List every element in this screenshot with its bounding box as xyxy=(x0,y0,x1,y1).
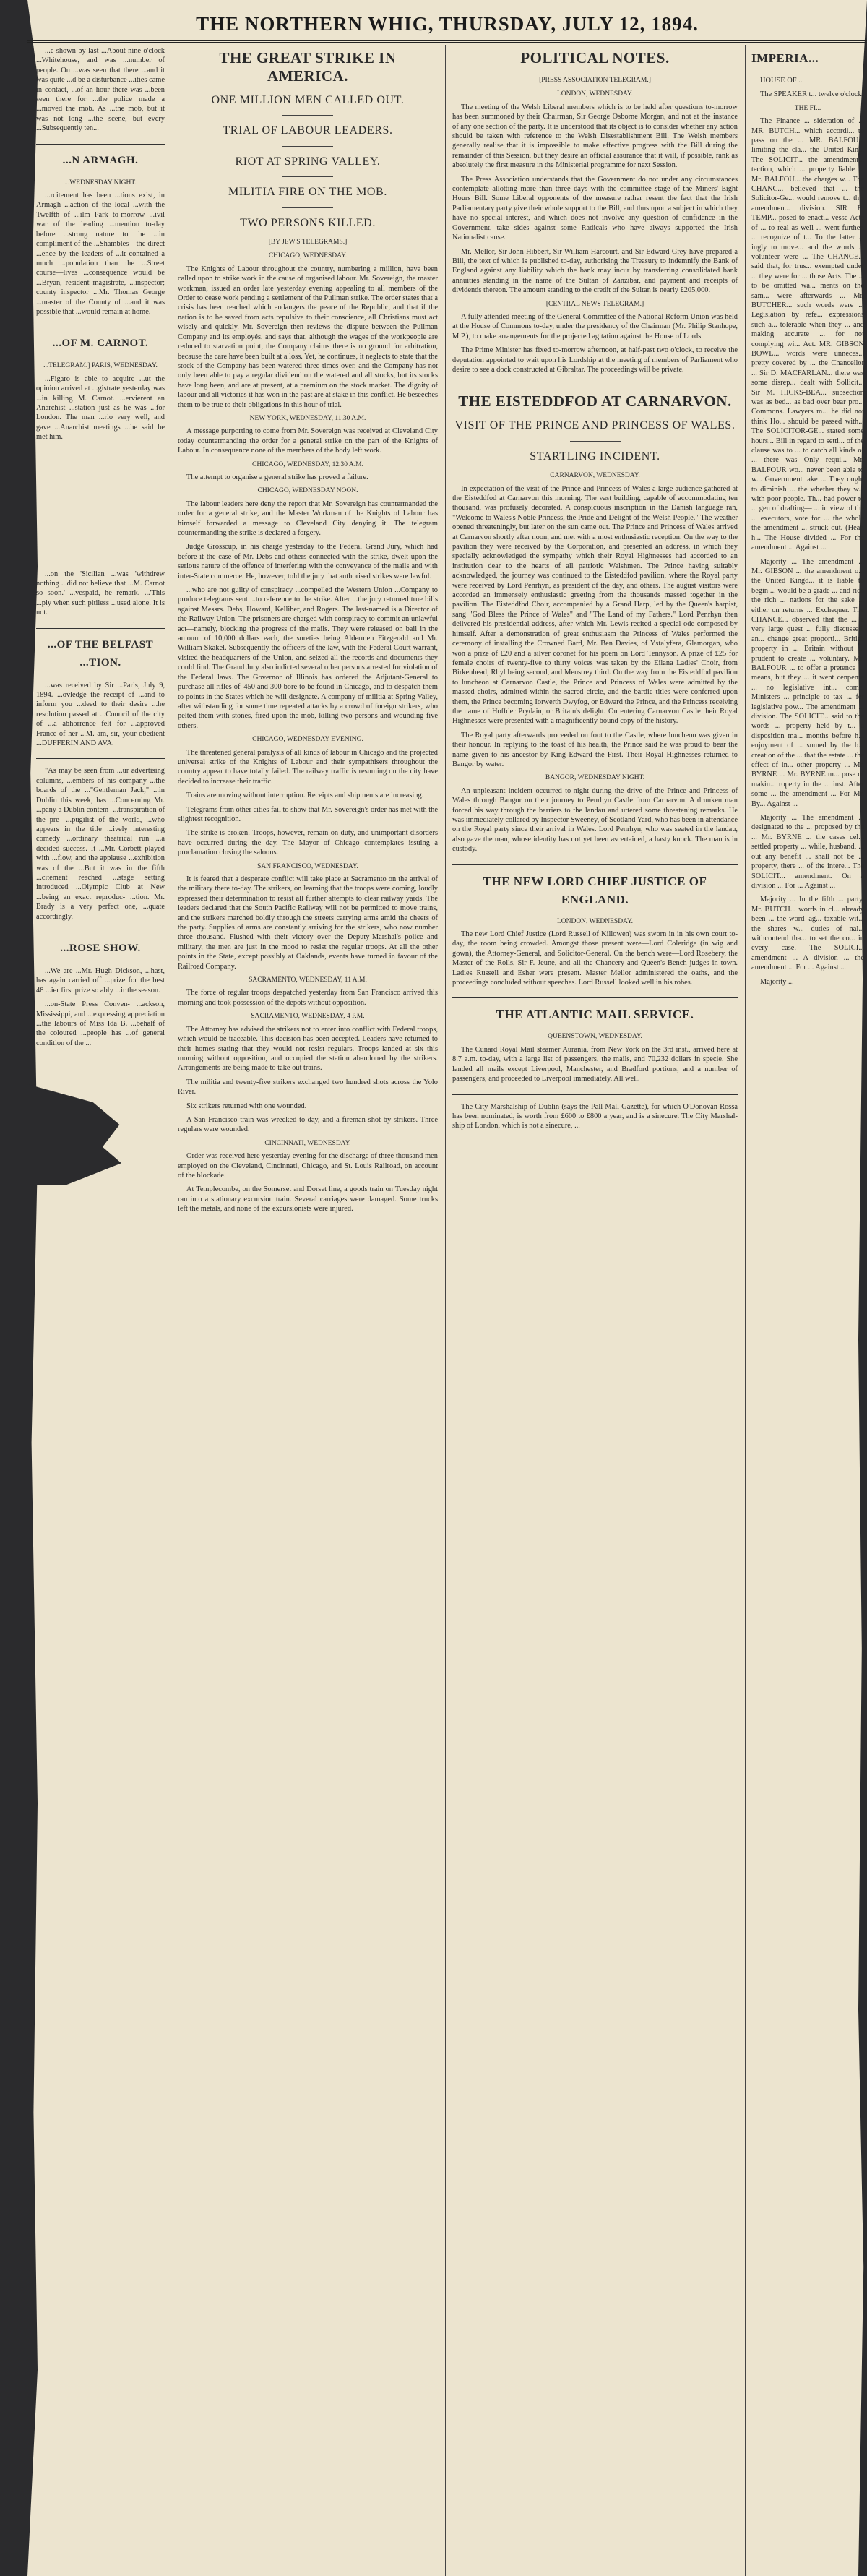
article-text: Judge Grosscup, in his charge yesterday to the Federal Grand Jury, which had before it the case of Mr. Debs and others connected with the strike, dwelt upon the serious nature of the offence of interfering with the conveyance of the mails and with inter-State commerce. He, however, told the jury that authorised strikes were lawful. xyxy=(178,543,438,580)
article-text: ...Figaro is able to acquire ...ut the opinion arrived at ...gistrate yesterday was ...in killing M. Carnot. ...ervierent an Anarchist ...station just as he was ...for London. The man ...rio very well, and gave ...Anarchist meetings ...he said he met him. xyxy=(36,374,165,442)
article-text: The Finance ... sideration of ... MR. BUTCH... which accordi... to pass on the ... MR. BALFOU... limiting the cla... the United Kin... The SOLICIT... the amendment... tection, which ... property liable ... Mr. BALFOU... the charges w... The CHANC... believed that ... the Solicitor-Ge... would remove t... this amendmen... division. SIR R. TEMP... posed to enact... vesse Acte of ... to real as well ... went further, ... recognize of t... To the latter ... ingly to move... and the words ... volunteer were ... The CHANCE... said that, for trus... exempted under ... they were for ... those Acts. The ... to be omitted wa... ments on the sam... were afterwards ... Mr. BUTCHER... such words were ... Legislation by refe... expressions such a... tolerable when they ... and making accurate ... for not complying wi... Act. MR. GIBSON BOWL... words were unneces... pretty covered by ... the Chancellor ... Sir D. MACFARLAN... there was some disrep... dealt with Sollicit... Sir M. HICKS-BEA... subsection was as bed... as bad over bear pro... Commons. Lawyers m... he did not think Ho... should be passed with... The SOLICITOR-GE... stated some hours... Bill in regard to settl... of the clause was to ... to catch all kinds of ... there was Only requi... Mr. BALFOUR wo... never been able to w... Government take ... They ought to diminish ... the whether they w... with poor people. Th... had power to ... gen of drafting— ... in view of the ... executors, vote for ... the whole the amendment ... struck out. (Hear, h... The House divided ... For the amendment ... Against ... xyxy=(751,117,864,552)
masthead: THE NORTHERN WHIG, THURSDAY, JULY 12, 1894. xyxy=(27,7,867,43)
article-text: An unpleasant incident occurred to-night during the drive of the Prince and Princess of Wales through Bangor on their journey to Penrhyn Castle from Carnarvon. A drunken man forced his way through the barriers to the landau and uttered some threatening remarks. He was immediately collared by Inspector Sweeney, of Scotland Yard, who has been in attendance on the Royal party since their arrival in Wales. Lord Penrhyn, who was seated in the landau, also gave the man, whose identity has not yet been ascertained, a hasty knock. The man is in custody. xyxy=(452,786,738,854)
article-text: Majority ... xyxy=(760,977,794,986)
subheadline: TWO PERSONS KILLED. xyxy=(240,216,376,229)
headline: ...OF THE BELFAST ...TION. xyxy=(47,638,154,669)
dateline: BANGOR, WEDNESDAY NIGHT. xyxy=(545,774,645,782)
headline: THE EISTEDDFOD AT CARNARVON. xyxy=(458,392,732,411)
article-text: ...rcitement has been ...tions exist, in Armagh ...action of the local ...with the Twelfth of ...ilm Park to-morrow ...ivil war of the leading ...mention to-day before ...strong nature to the ...in compliment of the ...Shambles—the direct ...ence by the leaders of ...it contained a much ...population than the ...Street course—lives ...consequence would be ...Bryan, resident magistrate, ...inspector; county inspector ...Mr. Thomas George ...master of the County of ...and it was possible that ...would remain at home. xyxy=(36,192,165,316)
article-text: The Press Association understands that the Government do not under any circumstances contemplate allotting more than three days with the committee stage of the Miners' Eight Hours Bill. Some Liberal opponents of the measure rather resent the fact that the Irish Parliamentary party give their whole support to the Bill, and thus upon a subject in which they have no special interest, and which does not involve any question of confidence in the Government, take sides against some Radicals who have always supported the Irish Nationalist cause. xyxy=(452,175,738,242)
article-text: ...on the 'Sicilian ...was 'withdrew nothing ...did not believe that ...M. Carnot so soon.' ...vespaid, he remark. ...'This ...ply when such pitiless ...used alone. It is not. xyxy=(36,570,165,617)
dateline: CHICAGO, WEDNESDAY EVENING. xyxy=(252,736,363,744)
article-text: The threatened general paralysis of all kinds of labour in Chicago and the projected universal strike of the Knights of Labour and their sympathisers throughout the country appear to have totally failed. The railway traffic is resuming on the city have decided to increase their traffic. xyxy=(178,748,438,786)
separator xyxy=(570,441,621,442)
column-rule xyxy=(745,45,746,2576)
dateline: ...TELEGRAM.] PARIS, WEDNESDAY. xyxy=(43,362,158,370)
column-2 xyxy=(178,46,438,2576)
dateline: SACRAMENTO, WEDNESDAY, 11 A.M. xyxy=(249,976,367,984)
article-text: Mr. Mellor, Sir John Hibbert, Sir William Harcourt, and Sir Edward Grey have prepared a Bill, the text of which is published to-day, authorising the Treasury to indemnify the Bank of England against any liability which the bank may incur by transferring consolidated bank annuities standing in the name of the Sultan of Zanzibar, and payment and receipts of dividends thereon. The amount standing to the credit of the Sultan is nearly £205,000. xyxy=(452,247,738,295)
article-text: The militia and twenty-five strikers exchanged two hundred shots across the Yolo River. xyxy=(178,1078,438,1096)
dateline: QUEENSTOWN, WEDNESDAY. xyxy=(548,1033,642,1041)
article-text: The strike is broken. Troops, however, remain on duty, and unimportant disorders have occurred during the day. The Mayor of Chicago contemplates issuing a proclamation closing the saloons. xyxy=(178,829,438,857)
article-text: A message purporting to come from Mr. Sovereign was received at Cleveland City today countermanding the order for a general strike on the part of the Knights of Labour. In consequence none of the members of the body left work. xyxy=(178,427,438,455)
subheadline: TRIAL OF LABOUR LEADERS. xyxy=(223,124,393,137)
article-text: HOUSE OF ... xyxy=(760,77,804,85)
subheadline: THE FI... xyxy=(794,104,821,112)
dateline: CHICAGO, WEDNESDAY NOON. xyxy=(257,487,358,495)
divider xyxy=(36,628,165,629)
subheadline: VISIT OF THE PRINCE AND PRINCESS OF WALES. xyxy=(454,419,736,432)
article-text: At Templecombe, on the Somerset and Dorset line, a goods train on Tuesday night ran into a stationary excursion train. Several carriages were damaged. Some trucks left the metals, and none of the excursionists were injured. xyxy=(178,1185,438,1214)
subheadline: RIOT AT SPRING VALLEY. xyxy=(235,155,381,168)
article-text: Majority ... In the fifth ... party. Mr. BUTCH... words in cl... already been ... the word 'ag... taxable wit... the shares w... duties of nal... withcontend tha... to set the co... in every case. The SOLICI... amendment ... A division ... the amendment ... For ... Against ... xyxy=(751,896,864,972)
article-text: ...who are not guilty of conspiracy ...compelled the Western Union ...Company to produce telegrams sent ...to reference to the strike. After ...the jury returned true bills against Messrs. Debs, Howard, Kelliher, and Rogers. The last-named is a Director of the Railway Union. The prisoners are charged with conspiracy to commit an unlawful act—namely, blocking the progress of the mails. They were released on bail in the amount of 10,000 dollars each, the sureties being Aldermen Fitzgerald and Mr. William Skakel. Subsequently the officers of the law, with the Federal Court warrant, visited the headquarters of the Union, and seized all the records and documents they could find. The Grand Jury also indicted several other persons arrested for violation of the Federal laws. The Governor of Illinois has ordered the Adjutant-General to purchase all rifles of '450 and 300 bore to be found in Chicago, and to despatch them to points in the States which he will designate. A company of militia at Spring Valley, after withstanding for some time repeated attacks by a crowd of foreign strikers, who pelted them with stones, fired upon the mob, killing two persons and wounding five others. xyxy=(178,586,438,730)
dateline: CHICAGO, WEDNESDAY. xyxy=(268,252,348,260)
article-text: The City Marshalship of Dublin (says the Pall Mall Gazette), for which O'Donovan Rossa has been nominated, is worth from £600 to £800 a year, and is a sinecure. The City Marshal-ship of London, which is not a sinecure, ... xyxy=(452,1102,738,1130)
headline: ...OF M. CARNOT. xyxy=(52,338,149,350)
column-rule xyxy=(445,45,446,2576)
article-text: The Prime Minister has fixed to-morrow afternoon, at half-past two o'clock, to receive the deputation appointed to wait upon his Lordship at the meeting of members of Parliament who desire to see a dock constructed at Gibraltar. The proceedings will be private. xyxy=(452,346,738,374)
article-text: Telegrams from other cities fail to show that Mr. Sovereign's order has met with the slightest recognition. xyxy=(178,805,438,823)
dateline: CHICAGO, WEDNESDAY, 12.30 A.M. xyxy=(252,460,363,468)
telegram-credit: [BY JEW'S TELEGRAMS.] xyxy=(268,239,348,246)
dateline: NEW YORK, WEDNESDAY, 11.30 A.M. xyxy=(249,414,366,422)
subheadline: ONE MILLION MEN CALLED OUT. xyxy=(211,94,405,106)
article-text: ...on-State Press Conven- ...ackson, Mississippi, and ...expressing appreciation ...the labours of Miss Ida B. ...behalf of the coloured ...people has ...of general condition of the ... xyxy=(36,1000,165,1047)
divider xyxy=(36,758,165,759)
divider xyxy=(452,1094,738,1095)
headline: IMPERIA... xyxy=(751,51,819,65)
article-text: The SPEAKER t... twelve o'clock. xyxy=(760,90,864,99)
article-text: ...We are ...Mr. Hugh Dickson, ...hast, has again carried off ...prize for the best 48 ...ier first prize so ably ...ir the season. xyxy=(36,966,165,995)
subheadline: MILITIA FIRE ON THE MOB. xyxy=(228,186,387,199)
article-text: A fully attended meeting of the General Committee of the National Reform Union was held at the House of Commons to-day, under the presidency of the Chairman (Mr. Philip Stanhope, M.P.), to make arrangements for the projected agitation against the House of Lords. xyxy=(452,312,738,340)
article-text: The Cunard Royal Mail steamer Aurania, from New York on the 3rd inst., arrived here at 8.7 a.m. to-day, with a large list of passengers, the mails, and 70,232 dollars in specie. She landed all mails except Liverpool, Manchester, and Bradford portions, and a number of passengers, and proceeded to Liverpool immediately. All well. xyxy=(452,1045,738,1083)
article-text: Six strikers returned with one wounded. xyxy=(186,1102,307,1110)
headline: THE NEW LORD CHIEF JUSTICE OF ENGLAND. xyxy=(483,874,707,906)
separator xyxy=(282,146,333,147)
dateline: ...WEDNESDAY NIGHT. xyxy=(64,179,137,186)
article-text: Majority ... The amendment ... designated to the ... proposed by the ... Mr. BYRNE ... the cases cel... settled property ... while, husband, ... out any benefit ... shall not be ... property, there ... of the intere... The SOLICIT... amendment. On a division ... For ... Against ... xyxy=(751,814,864,890)
separator xyxy=(282,176,333,177)
article-text: The force of regular troops despatched yesterday from San Francisco arrived this morning and took possession of the depots without opposition. xyxy=(178,989,438,1007)
headline: ...ROSE SHOW. xyxy=(60,942,141,954)
torn-gap xyxy=(36,447,165,570)
column-1 xyxy=(36,46,165,2576)
headline: POLITICAL NOTES. xyxy=(520,49,670,66)
dateline: SAN FRANCISCO, WEDNESDAY. xyxy=(257,862,358,870)
article-text: The Attorney has advised the strikers not to enter into conflict with Federal troops, which would be traceable. This decision has been accepted. Leaders have returned to their homes stating that they would not resist regulars. Troops landed at six this morning without opposition, and occupied the station abandoned by the strikers. Arrangements are being made to take out trains. xyxy=(178,1025,438,1073)
article-text: In expectation of the visit of the Prince and Princess of Wales a large audience gathered at the Eisteddfod at Carnarvon this morning. The vast building, capable of accommodating ten thousand, was profusely decorated. A conspicuous inscription in the Danish language ran, "Welcome to Wales's Noble Princess, the Pride and Delight of the Welsh People." The weather opened threateningly, but later on the sun came out. The Prince and Princess of Wales arrived at Carnarvon shortly after noon, and met with a most enthusiastic reception. On the way to the pavilion they were received by the Corporation, and presented an address, in which they specially acknowledged the sympathy which their Royal Highnesses had accorded to an institution dear to the hearts of all patriotic Welshmen. The Prince having suitably acknowledged, the journey was continued to the Eisteddfod pavilion, where the Royal party were received by Lord Penrhyn, as president of the day, and others. The august visitors were accorded an immensely enthusiastic greeting from the thousands massed together in the pavilion. The Eisteddfod Choir, accompanied by a Grand Harp, led by the Queen's harpist, sang "God Bless the Prince of Wales" and "The Land of my Fathers." Lord Penrhyn then delivered his presidential address, after which Mr. Lewis recited a special ode composed by himself. After a demonstration of great enthusiasm the Princess of Wales performed the ceremony of installing the Crowned Bard, Mr. Ben Davies, of Ystalyfera, Glamorgan, who won a prize of £20 and a silver coronet for his poem on Lord Tennyson. A prize of £25 for female choirs of twenty-five to thirty voices was taken by the Eilana Ladies' Choir, from Birkenhead, Rhyl being second, and Menstrey third. On the way from the Eisteddfod pavilion to luncheon at Carnarvon Castle, the Prince and Princess of Wales were admitted by the massed choirs, admitted within the sacred circle, and the bardic titles were conferred upon them, the Prince becoming Iorwerth Dwyfog, or Edward the Prince, and the Princess receiving the name of Hoffder Prydain, or Britain's delight. On entering Carnarvon Castle their Royal Highnesses were presented with a magnificently bound copy of the history. xyxy=(452,484,738,726)
dateline: SACRAMENTO, WEDNESDAY, 4 P.M. xyxy=(251,1013,365,1021)
article-text: The attempt to organise a general strike has proved a failure. xyxy=(186,473,368,481)
dateline: CARNARVON, WEDNESDAY. xyxy=(550,472,640,480)
article-text: Order was received here yesterday evening for the discharge of three thousand men employed on the Cleveland, Cincinnati, Chicago, and St. Louis Railroad, on account of the blockade. xyxy=(178,1152,438,1180)
article-text: The new Lord Chief Justice (Lord Russell of Killowen) was sworn in in his own court to-day, the room being crowded. Amongst those present were—Lord Coleridge (in wig and gown), the Attorney-General, and Solicitor-General. On the bench were—Lord Rosebery, the Master of the Rolls, Sir F. Jeune, and all the Chancery and Queen's Bench judges in town. Ladies Russell and Esher were present. Master Mellor administered the oaths, and the proceedings concluded without speeches. Lord Russell looked well in his robes. xyxy=(452,930,738,987)
column-3 xyxy=(452,46,738,2576)
column-4 xyxy=(751,46,864,2576)
telegram-credit: [PRESS ASSOCIATION TELEGRAM.] xyxy=(539,77,651,84)
headline: THE ATLANTIC MAIL SERVICE. xyxy=(496,1008,694,1022)
telegram-credit: [CENTRAL NEWS TELEGRAM.] xyxy=(545,300,644,308)
article-text: The Knights of Labour throughout the country, numbering a million, have been called upon to strike work in the cause of organised labour. Mr. Sovereign, the master workman, issued an order late yesterday evening appealing to all members of the Order to cease work pending a settlement of the Pullman strike. The order states that a crisis has been reached which endangers the peace of the Republic, and that if the nation is to be saved from acts repulsive to their conscience, all Christians must act wisely and quickly. Mr. Sovereign then reviews the dispute between the Pullman Company and its employés, and says that, although the wages of the workpeople are reduced to starvation point, the Company claims there is no ground for arbitration, because the care have been built at a loss. Yet, he continues, it neglects to state that the stock of the Company has been watered three times over, and the Company has not only been able to pay a regular dividend on the watered and all stocks, but its stocks have long been, and are at present, at a premium on the stock market. The dignity of labour and all victories it has won in the past are at stake in this conflict. He beseeches them to be true to their obligations in this hour of trial. xyxy=(178,265,438,409)
article-text: A San Francisco train was wrecked to-day, and a fireman shot by strikers. Three regulars were wounded. xyxy=(178,1115,438,1134)
article-text: ...e shown by last ...About nine o'clock ...Whitehouse, and was ...number of people. On ...was seen that there ...and it was quite ...d be a disturbance ...ities came in contact, ...of an hour there was ...been seen there for ...the police made a ...moved the mob. As ...the mob, but it was not long ...the scene, but every ...Subsequently ten... xyxy=(36,47,165,133)
article-text: Majority ... The amendment ... Mr. GIBSON ... the amendment o... the United Kingd... it is liable to begin ... would be a grade ... and rich the rich ... nations for the sake ... either on returns ... Exchequer. The CHANCE... observed that the ... a very large quest ... fully discussed, an... change great proporti... British property in ... Britain without ... prudent to create ... voluntary. Mr. BALFOUR ... to offer a pretence ... means, but they ... it went cenpenre ... no legislative int... come. Ministers ... principle to tax ... fer legislative pow... The amendment ... division. The SOLICIT... said to the words ... property held by t... a disposition ma... months before h... enjoyment of ... sumed by the b... creation of the ... that the estate ... the effect of in... other property ... Mr. BYRNE ... Mr. BYRNE m... pose of makin... roperty in the ... inst. After some ... the amendment ... For Mr. By... Against ... xyxy=(751,557,864,808)
divider xyxy=(452,864,738,865)
divider xyxy=(36,144,165,145)
article-text: ...was received by Sir ...Paris, July 9, 1894. ...ovledge the receipt of ...and to inform you ...deed to their desire ...he resolution passed at ...Council of the city of ...a abhorrence felt for ...approved France of her ...M. am, sir, your obedient ...DUFFERIN AND AVA. xyxy=(36,681,165,748)
article-text: "As may be seen from ...ur advertising columns, ...embers of his company ...the boards of the ..."Gentleman Jack," ...in Dublin this week, has ...Concerning Mr. ...pany a Dublin contem- ...transpiration of the pre- ...pugilist of the world, ...who appears in the title ...ively interesting comedy ...ordinary theatrical run ...a decided success. It ...Mr. Corbett played with ...flow, and the applause ...exhibition was of the ...But it was in the fifth ...citement reached ...stage setting introduced ...Olympic Club at New ...being an exact reproduc- ...tion. Mr. Brady is a very perfect one, ...quate accordingly. xyxy=(36,767,165,921)
article-text: The meeting of the Welsh Liberal members which is to be held after questions to-morrow has been summoned by their Chairman, Sir George Osborne Morgan, and not at the instance of any one section of the party. It is understood that its object is to consider whether any action should be taken with reference to the Welsh Disestablishment Bill. The Welsh members generally realise that it is impossible to make effective progress with the Bill during the remainder of this Session, but they desire an official assurance that it will, if possible, rank as absolutely the first measure in the Ministerial programme for next Session. xyxy=(452,103,738,170)
article-text: The Royal party afterwards proceeded on foot to the Castle, where luncheon was given in their honour. In replying to the toast of his health, the Prince said he was proud to bear the name given to his ancestor by King Edward the First. Their Royal Highnesses returned to Bangor by water. xyxy=(452,731,738,768)
article-text: The labour leaders here deny the report that Mr. Sovereign has countermanded the order for a general strike, and the Master Workman of the Knights of Labour has himself forwarded a message to Cleveland City denying it. The telegram countermanding the strike is declared a forgery. xyxy=(178,499,438,537)
separator xyxy=(282,207,333,208)
dateline: CINCINNATI, WEDNESDAY. xyxy=(264,1139,351,1147)
dateline: LONDON, WEDNESDAY. xyxy=(556,90,634,98)
article-text: Trains are moving without interruption. Receipts and shipments are increasing. xyxy=(186,791,424,800)
subheadline: STARTLING INCIDENT. xyxy=(530,450,660,463)
newspaper-page xyxy=(27,0,867,2576)
headline: ...N ARMAGH. xyxy=(62,154,139,166)
separator xyxy=(282,115,333,116)
dateline: LONDON, WEDNESDAY. xyxy=(556,917,634,925)
divider xyxy=(452,997,738,998)
headline: THE GREAT STRIKE IN AMERICA. xyxy=(219,49,397,85)
article-text: It is feared that a desperate conflict will take place at Sacramento on the arrival of the military there to-day. The strikers, on learning that the troops were coming, loudly expressed their determination to resist all further attempts to clear railway yards. The leaders declared that the South Pacific Railway will not be permitted to move trains, and the strikers marched boldly through the streets carrying arms amid the cheers of the party. Supplies of arms are constantly arriving for the strikers, who now number three thousand. Flushed with their victory over the Deputy-Marshal's police and military, the men are just in the mood to resist the regular troops. At all the other points in the State, except possibly at Oaklands, events have turned in favour of the Railroad Company. xyxy=(178,875,438,971)
